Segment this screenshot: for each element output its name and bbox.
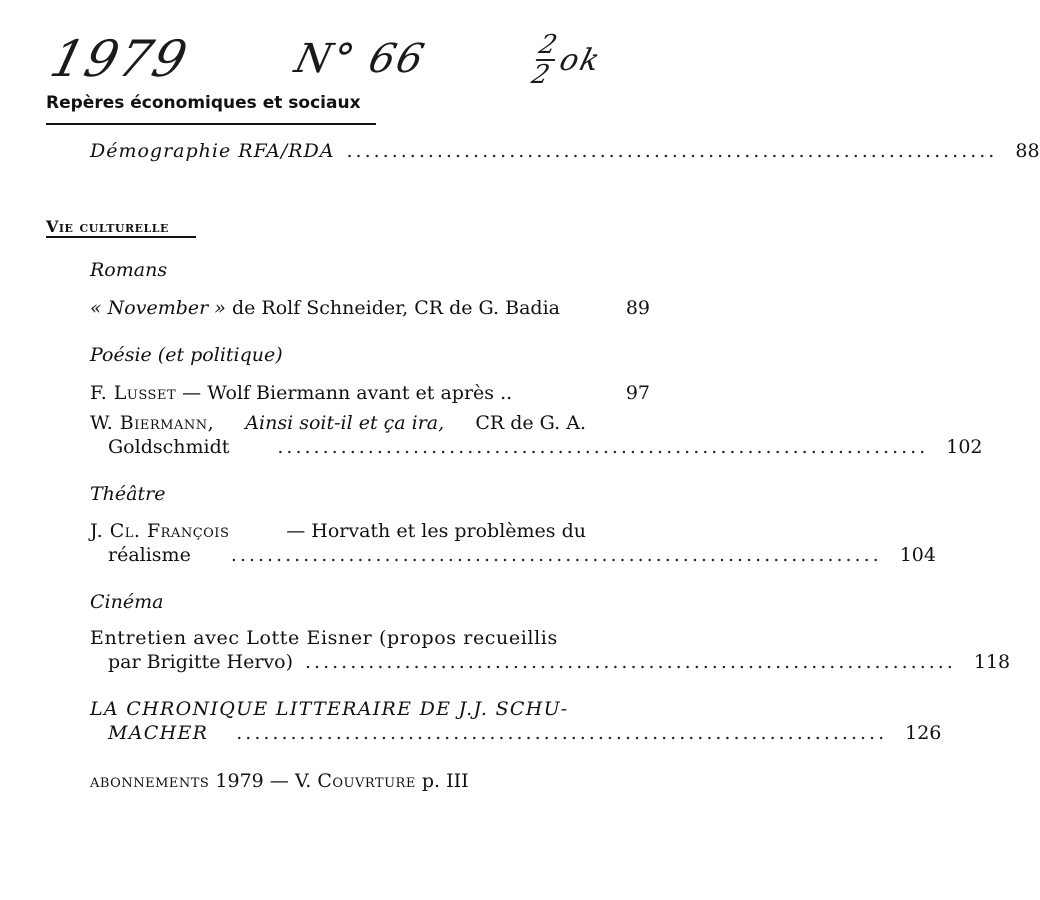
category-poesie: Poésie (et politique) — [90, 344, 283, 366]
handwritten-mark — [529, 32, 608, 88]
abonnements-label: abonnements — [90, 770, 210, 792]
entry-author: W. Biermann, — [90, 412, 215, 434]
toc-entry-abonnements[interactable] — [90, 769, 650, 793]
entry-author: F. Lusset — [90, 382, 177, 404]
couverture-label: Couvrture — [317, 770, 416, 792]
toc-entry-demographie[interactable] — [90, 139, 1040, 163]
handwritten-ok: ok — [556, 42, 606, 78]
page-number: 97 — [625, 382, 650, 404]
category-cinema: Cinéma — [90, 591, 164, 613]
fraction-top: 2 — [536, 30, 563, 60]
toc-entry-lusset[interactable] — [90, 381, 650, 405]
entry-title: Démographie RFA/RDA — [90, 140, 335, 162]
entry-title-line2: MACHER — [108, 722, 209, 744]
toc-entry-chronique[interactable] — [90, 697, 942, 745]
entry-work-title: Ainsi soit-il et ça ira, — [245, 412, 445, 434]
page-number: 102 — [946, 436, 983, 458]
handwritten-fraction — [529, 32, 562, 88]
entry-title-line2: réalisme — [108, 544, 191, 566]
page-number: 126 — [905, 722, 942, 744]
section-rule-reperes — [46, 123, 376, 125]
dot-leader: ........................................................................ — [236, 722, 888, 744]
page-number: 104 — [899, 544, 936, 566]
toc-entry-francois[interactable] — [90, 519, 936, 567]
handwritten-issue-number: N° 66 — [290, 36, 431, 82]
page-number: 88 — [1015, 140, 1040, 162]
abonnements-page: p. III — [421, 770, 469, 792]
section-title-vie-culturelle: Vie culturelle — [46, 217, 169, 236]
abonnements-text: 1979 — V. — [215, 770, 312, 792]
entry-title: — Horvath et les problèmes du — [286, 520, 586, 542]
dot-leader: ........................................................................ — [346, 140, 998, 162]
entry-title-rest: CR de G. A. — [475, 412, 586, 434]
entry-author: J. Cl. François — [90, 520, 230, 542]
category-romans: Romans — [90, 259, 168, 281]
entry-title: LA CHRONIQUE LITTERAIRE DE J.J. SCHU- — [90, 698, 569, 720]
page-number: 89 — [625, 297, 650, 319]
dot-leader: ........................................................................ — [305, 651, 956, 673]
page-number: 118 — [973, 651, 1011, 673]
category-theatre: Théâtre — [90, 483, 166, 505]
entry-title: Entretien avec Lotte Eisner (propos recueillis — [90, 627, 558, 649]
toc-entry-biermann[interactable] — [90, 411, 983, 459]
toc-entry-november[interactable] — [90, 296, 650, 320]
entry-title-line2: par Brigitte Hervo) — [108, 651, 294, 673]
handwritten-year: 1979 — [44, 30, 195, 88]
entry-title-line2: Goldschmidt — [108, 436, 230, 458]
section-rule-vie-culturelle — [46, 236, 196, 238]
toc-entry-eisner[interactable] — [90, 626, 1011, 674]
fraction-bottom: 2 — [528, 60, 555, 90]
entry-title: « November » de Rolf Schneider, CR de G. Badia — [90, 297, 560, 319]
entry-title: F. Lusset — Wolf Biermann avant et après .. — [90, 382, 513, 404]
dot-leader: ........................................................................ — [277, 436, 929, 458]
dot-leader: ........................................................................ — [230, 544, 882, 566]
section-title-reperes: Repères économiques et sociaux — [46, 93, 361, 113]
